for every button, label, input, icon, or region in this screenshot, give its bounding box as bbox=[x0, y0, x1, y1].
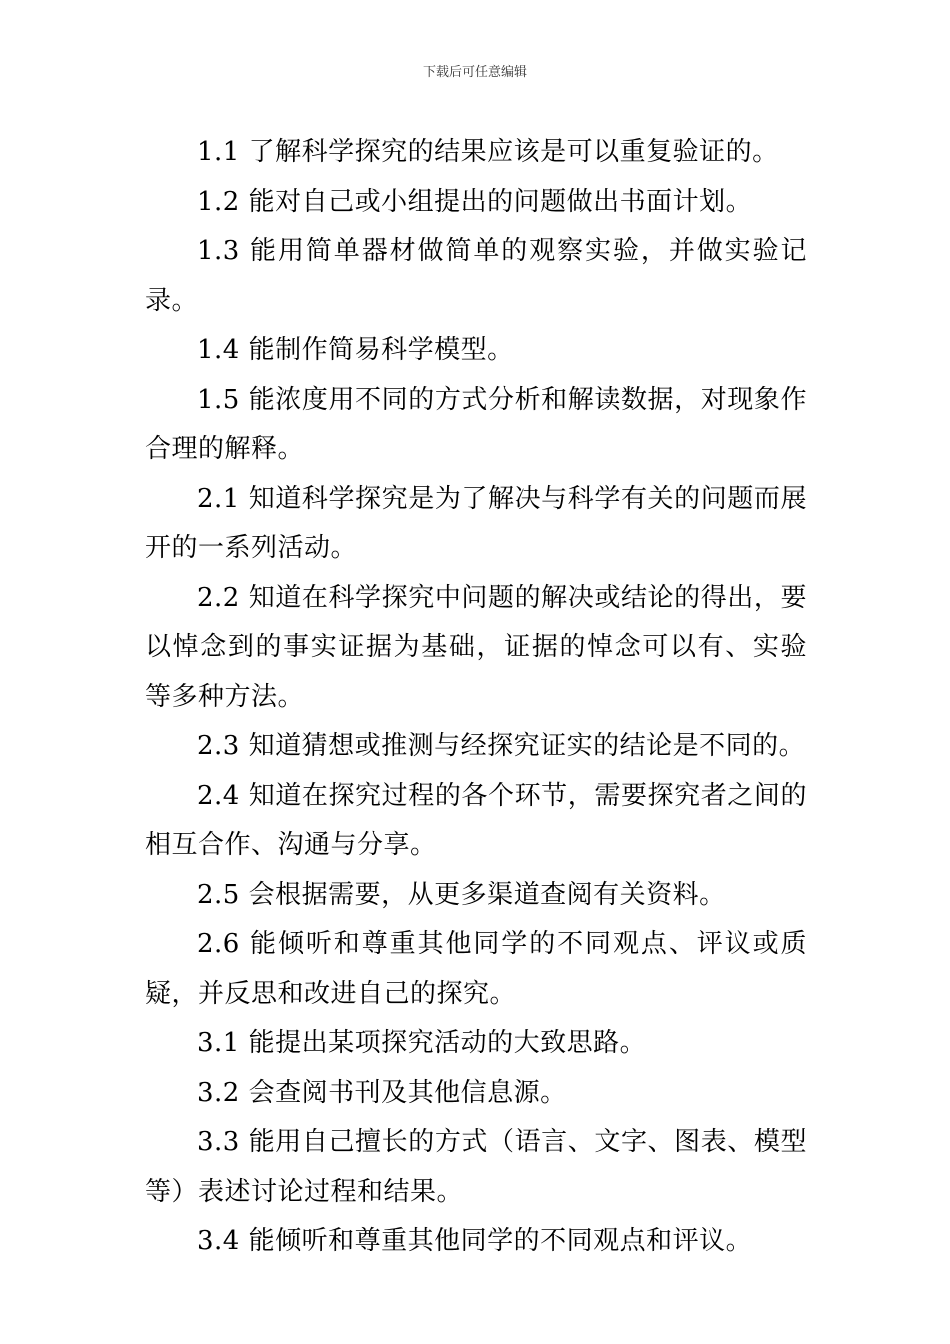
paragraph-2-5: 2.5 会根据需要，从更多渠道查阅有关资料。 bbox=[197, 879, 726, 910]
paragraph-3-1: 3.1 能提出某项探究活动的大致思路。 bbox=[197, 1028, 647, 1058]
paragraph-1-3: 1.3 能用简单器材做简单的观察实验，并做实验记录。 bbox=[145, 236, 807, 316]
paragraph-2-1: 2.1 知道科学探究是为了解决与科学有关的问题而展开的一系列活动。 bbox=[145, 483, 807, 563]
page-header: 下载后可任意编辑 bbox=[422, 65, 527, 80]
paragraph-1-1: 1.1 了解科学探究的结果应该是可以重复验证的。 bbox=[197, 137, 779, 167]
document-body bbox=[145, 128, 807, 1267]
paragraph-2-4: 2.4 知道在探究过程的各个环节，需要探究者之间的相互合作、沟通与分享。 bbox=[145, 780, 807, 860]
paragraph-3-4: 3.4 能倾听和尊重其他同学的不同观点和评议。 bbox=[197, 1226, 753, 1256]
paragraph-3-2: 3.2 会查阅书刊及其他信息源。 bbox=[197, 1077, 567, 1108]
paragraph-2-6: 2.6 能倾听和尊重其他同学的不同观点、评议或质疑，并反思和改进自己的探究。 bbox=[145, 929, 807, 1009]
paragraph-1-2: 1.2 能对自己或小组提出的问题做出书面计划。 bbox=[197, 186, 753, 217]
paragraph-2-3: 2.3 知道猜想或推测与经探究证实的结论是不同的。 bbox=[197, 731, 806, 761]
paragraph-3-3: 3.3 能用自己擅长的方式（语言、文字、图表、模型等）表述讨论过程和结果。 bbox=[145, 1127, 807, 1207]
paragraph-2-2: 2.2 知道在科学探究中问题的解决或结论的得出，要以悼念到的事实证据为基础，证据的悼念可以有、实验等多种方法。 bbox=[145, 582, 807, 712]
paragraph-1-4: 1.4 能制作简易科学模型。 bbox=[197, 335, 514, 365]
paragraph-1-5: 1.5 能浓度用不同的方式分析和解读数据，对现象作合理的解释。 bbox=[145, 384, 807, 464]
